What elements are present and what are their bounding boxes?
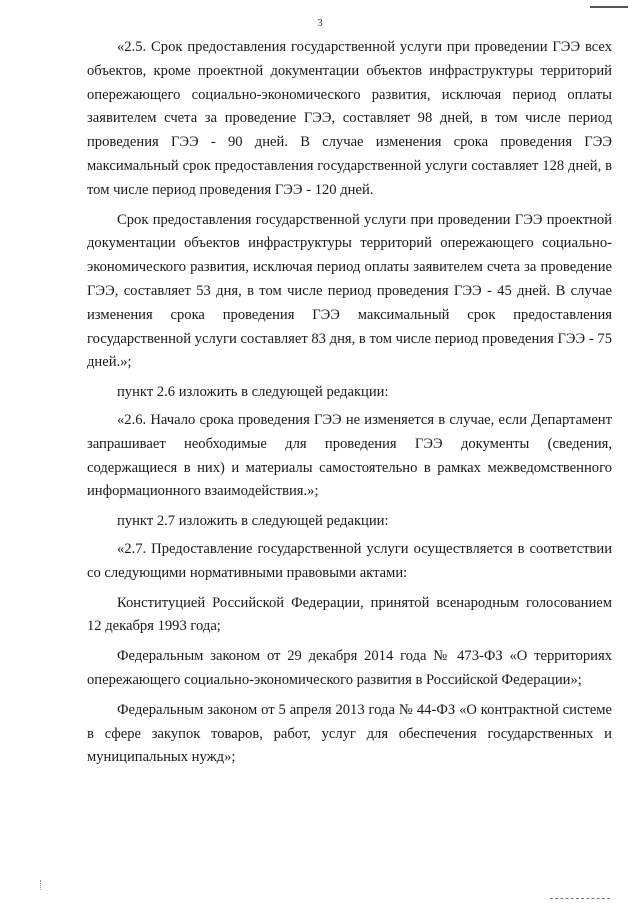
scan-artifact-left — [40, 880, 43, 890]
paragraph-amend-2-7: пункт 2.7 изложить в следующей редакции: — [117, 513, 389, 530]
page-number: 3 — [317, 17, 323, 29]
paragraph-toser-term: Срок предоставления государственной услуги при проведении ГЭЭ проектной документации объектов инфраструктуры территорий опережающего социально-экономического развития, исключая период оплаты заявителем счета за проведение ГЭЭ, составляет 53 дня, в том числе период проведения ГЭЭ - 45 дней. В случае изменения срока проведения ГЭЭ максимальный срок предоставления государственной услуги составляет 83 дня, в том числе период проведения ГЭЭ - 75 дней.»; — [87, 211, 612, 371]
paragraph-amend-2-6: пункт 2.6 изложить в следующей редакции: — [117, 384, 389, 401]
paragraph-2-6: «2.6. Начало срока проведения ГЭЭ не изменяется в случае, если Департамент запрашивает необходимые для проведения ГЭЭ документы (сведения, содержащиеся в них) и материалы самостоятельно в рамках межведомственного информационного взаимодействия.»; — [87, 411, 612, 500]
paragraph-constitution: Конституцией Российской Федерации, принятой всенародным голосованием 12 декабря 1993 года; — [87, 594, 612, 635]
paragraph-2-5: «2.5. Срок предоставления государственной услуги при проведении ГЭЭ всех объектов, кроме проектной документации объектов инфраструктуры территорий опережающего социально-экономического развития, исключая период оплаты заявителем счета за проведение ГЭЭ, составляет 98 дней, в том числе период проведения ГЭЭ - 90 дней. В случае изменения срока проведения ГЭЭ максимальный срок предоставления государственной услуги составляет 128 дней, в том числе период проведения ГЭЭ - 120 дней. — [87, 39, 612, 198]
scan-artifact-top — [590, 2, 628, 8]
paragraph-2-7: «2.7. Предоставление государственной услуги осуществляется в соответствии со следующими нормативными правовыми актами: — [87, 540, 612, 581]
scan-artifact-bottom — [550, 896, 610, 899]
document-body — [87, 36, 612, 776]
paragraph-law-44: Федеральным законом от 5 апреля 2013 года № 44-ФЗ «О контрактной системе в сфере закупок товаров, работ, услуг для обеспечения государственных и муниципальных нужд»; — [87, 701, 612, 766]
paragraph-law-473: Федеральным законом от 29 декабря 2014 года № 473-ФЗ «О территориях опережающего социально-экономического развития в Российской Федерации»; — [87, 648, 612, 688]
